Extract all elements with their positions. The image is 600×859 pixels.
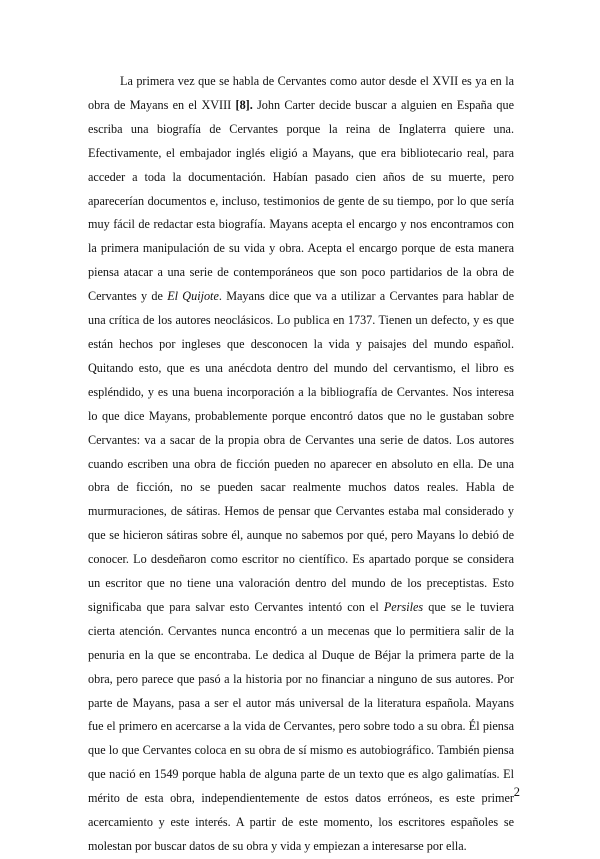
paragraph-text-3: . Mayans dice que va a utilizar a Cervantes para hablar de una crítica de los autores neoclásicos. Lo publica en 1737. Tienen un defecto, y es que están hechos por ingleses que desconocen la vida y paisajes del mundo español. Quitando esto, que es una anécdota dentro del mundo del cervantismo, el libro es espléndido, y es una buena incorporación a la bibliografía de Cervantes. Nos interesa lo que dice Mayans, probablemente porque encontró datos que no le gustaban sobre Cervantes: va a sacar de la propia obra de Cervantes una serie de datos. Los autores cuando escriben una obra de ficción pueden no aparecer en absoluto en ella. De una obra de ficción, no se pueden sacar realmente muchos datos reales. Habla de murmuraciones, de sátiras. Hemos de pensar que Cervantes estaba mal considerado y que se hicieron sátiras sobre él, aunque no sabemos por qué, pero Mayans lo debió de conocer. Lo desdeñaron como escritor no científico. Es apartado porque se considera un escritor que no tiene una valoración dentro del mundo de los preceptistas. Esto significaba que para salvar esto Cervantes intentó con el — [88, 289, 514, 614]
page-number: 2 — [513, 785, 520, 799]
paragraph-text-4: que se le tuviera cierta atención. Cervantes nunca encontró a un mecenas que lo permitiera salir de la penuria en la que se encontraba. Le dedica al Duque de Béjar la primera parte de la obra, pero parece que pasó a la historia por no financiar a ninguno de sus autores. Por parte de Mayans, pasa a ser el autor más universal de la literatura española. Mayans fue el primero en acercarse a la vida de Cervantes, pero sobre todo a su obra. Él piensa que lo que Cervantes coloca en su obra de sí mismo es autobiográfico. También piensa que nació en 1549 porque habla de alguna parte de un texto que es algo galimatías. El mérito de esta obra, independientemente de estos datos erróneos, es este primer acercamiento y este interés. A partir de este momento, los escritores españoles se molestan por buscar datos de su obra y vida y empiezan a interesarse por ella. — [88, 599, 514, 853]
paragraph-text-2: John Carter decide buscar a alguien en España que escriba una biografía de Cervantes porque la reina de Inglaterra quiere una. Efectivamente, el embajador inglés eligió a Mayans, que era bibliotecario real, para acceder a toda la documentación. Habían pasado cien años de su muerte, pero aparecerían documentos e, incluso, testimonios de gente de su tiempo, por lo que sería muy fácil de redactar esta biografía. Mayans acepta el encargo y nos encontramos con la primera manipulación de su vida y obra. Acepta el encargo porque de esta manera piensa atacar a una serie de contemporáneos que son poco partidarios de la obra de Cervantes y de — [88, 97, 514, 304]
paragraph-text-1: La primera vez que se habla de Cervantes como autor desde el XVII es ya en la obra de Mayans en el XVIII — [88, 74, 514, 112]
reference-citation: [8]. — [235, 97, 253, 112]
italic-title-quijote: El Quijote — [167, 289, 219, 304]
italic-title-persiles: Persiles — [383, 599, 424, 614]
body-paragraph — [88, 70, 514, 859]
